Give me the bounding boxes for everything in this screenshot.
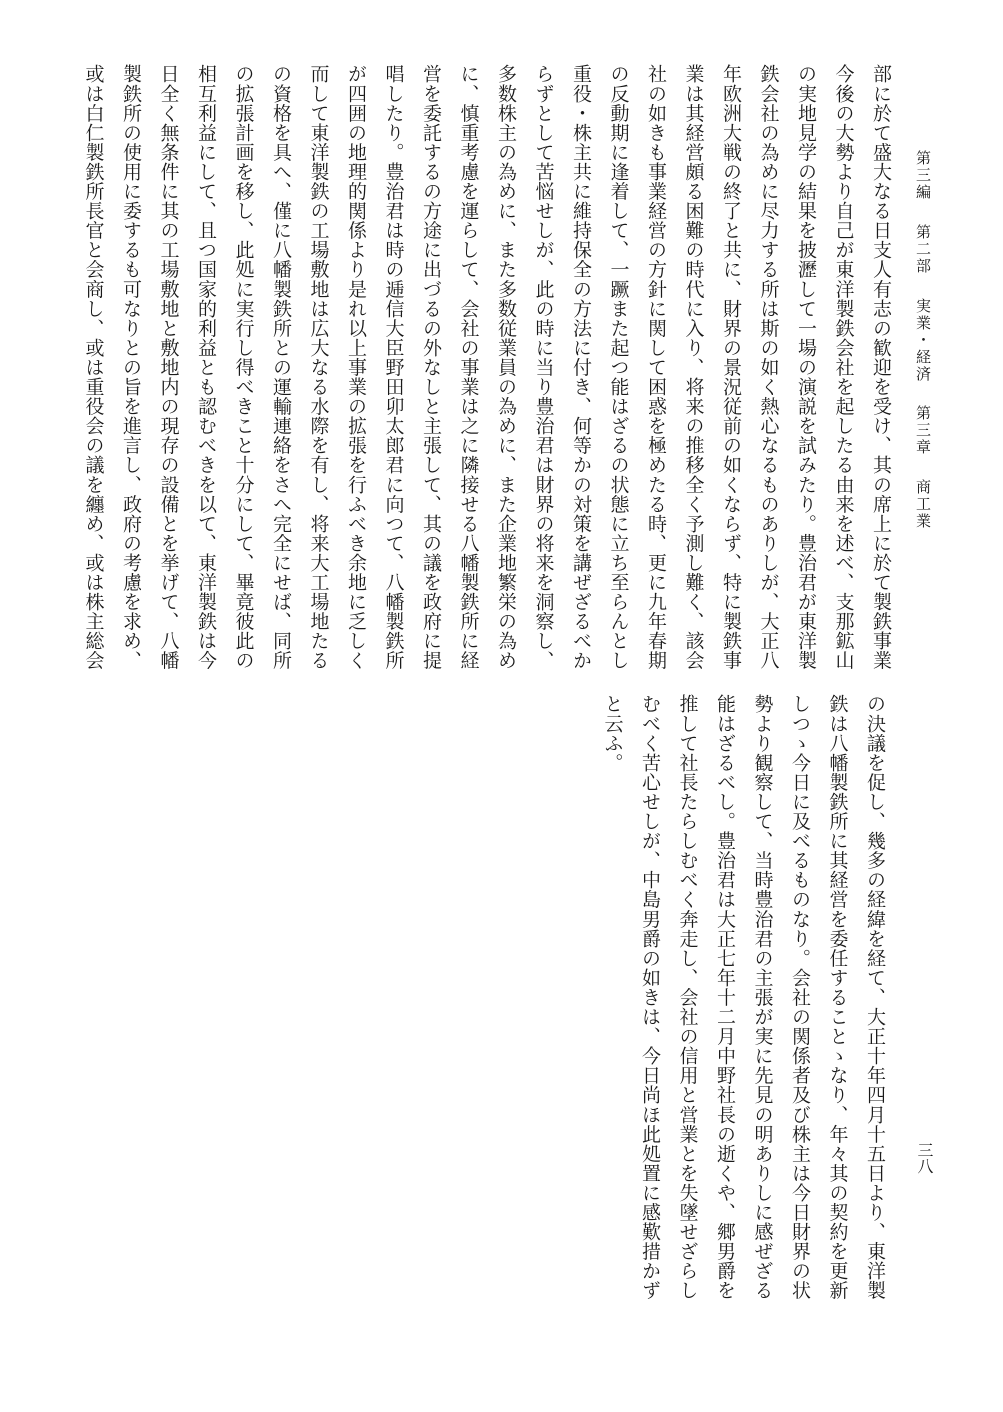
- header-volume: 第三編: [914, 150, 932, 201]
- text-column: 而して東洋製鉄の工場敷地は広大なる水際を有し、将来大工場地たる: [307, 64, 330, 671]
- body-text-upper: [74, 64, 899, 674]
- text-column: しつゝ今日に及べるものなり。会社の関係者及び株主は今日財界の状: [789, 694, 811, 1301]
- text-column: 日全く無条件に其の工場敷地と敷地内の現存の設備とを挙げて、八幡: [157, 64, 180, 671]
- header-topic: 商工業: [914, 479, 932, 531]
- text-column: の反動期に逢着して、一蹶また起つ能はざるの状態に立ち至らんとし: [607, 64, 630, 671]
- text-column: の実地見学の結果を披瀝して一場の演説を試みたり。豊治君が東洋製: [795, 64, 817, 671]
- text-column: 勢より観察して、当時豊治君の主張が実に先見の明ありしに感ぜざる: [751, 694, 774, 1301]
- text-column: 或は白仁製鉄所長官と会商し、或は重役会の議を纏め、或は株主総会: [82, 64, 105, 671]
- text-column: らずとして苦悩せしが、此の時に当り豊治君は財界の将来を洞察し、: [532, 64, 555, 671]
- text-column: が四囲の地理的関係より是れ以上事業の拡張を行ふべき余地に乏しく: [345, 64, 367, 671]
- header-chapter: 第三章: [914, 405, 932, 457]
- header-part: 第二部: [914, 223, 932, 275]
- body-text-lower: [593, 694, 893, 1304]
- text-column: 重役・株主共に維持保全の方法に付き、何等かの対策を講ぜざるべか: [570, 64, 592, 671]
- text-column: 推して社長たらしむべく奔走し、会社の信用と営業とを失墜せざらし: [676, 694, 699, 1301]
- text-column: と云ふ。: [601, 694, 624, 773]
- text-column: 業は其経営頗る困難の時代に入り、将来の推移全く予測し難く、該会: [682, 64, 705, 671]
- text-column: 唱したり。豊治君は時の逓信大臣野田卯太郎君に向つて、八幡製鉄所: [382, 64, 405, 671]
- text-column: 相互利益にして、且つ国家的利益とも認むべきを以て、東洋製鉄は今: [195, 64, 217, 671]
- text-column: の拡張計画を移し、此処に実行し得べきこと十分にして、畢竟彼此の: [232, 64, 255, 671]
- page-number: 三八: [915, 1142, 934, 1174]
- text-column: 部に於て盛大なる日支人有志の歓迎を受け、其の席上に於て製鉄事業: [870, 64, 892, 671]
- text-column: 営を委託するの方途に出づるの外なしと主張して、其の議を政府に提: [420, 64, 442, 671]
- text-column: に、慎重考慮を運らして、会社の事業は之に隣接せる八幡製鉄所に経: [457, 64, 480, 671]
- text-column: 能はざるべし。豊治君は大正七年十二月中野社長の逝くや、郷男爵を: [714, 694, 736, 1301]
- running-header: [913, 150, 934, 546]
- text-column: の決議を促し、幾多の経緯を経て、大正十年四月十五日より、東洋製: [864, 694, 886, 1301]
- text-column: 多数株主の為めに、また多数従業員の為めに、また企業地繁栄の為め: [495, 64, 517, 671]
- text-column: 今後の大勢より自己が東洋製鉄会社を起したる由来を述べ、支那鉱山: [832, 64, 855, 671]
- text-column: むべく苦心せしが、中島男爵の如きは、今日尚ほ此処置に感歎措かず: [639, 694, 661, 1301]
- text-column: の資格を具へ、僅に八幡製鉄所との運輸連絡をさへ完全にせば、同所: [270, 64, 292, 671]
- text-column: 鉄は八幡製鉄所に其経営を委任することゝなり、年々其の契約を更新: [826, 694, 849, 1301]
- header-section: 実業・経済: [914, 297, 932, 383]
- text-column: 社の如きも事業経営の方針に関して困惑を極めたる時、更に九年春期: [645, 64, 667, 671]
- text-column: 年欧洲大戦の終了と共に、財界の景況従前の如くならず、特に製鉄事: [720, 64, 742, 671]
- text-column: 鉄会社の為めに尽力する所は斯の如く熱心なるものありしが、大正八: [757, 64, 780, 671]
- text-column: 製鉄所の使用に委するも可なりとの旨を進言し、政府の考慮を求め、: [120, 64, 142, 671]
